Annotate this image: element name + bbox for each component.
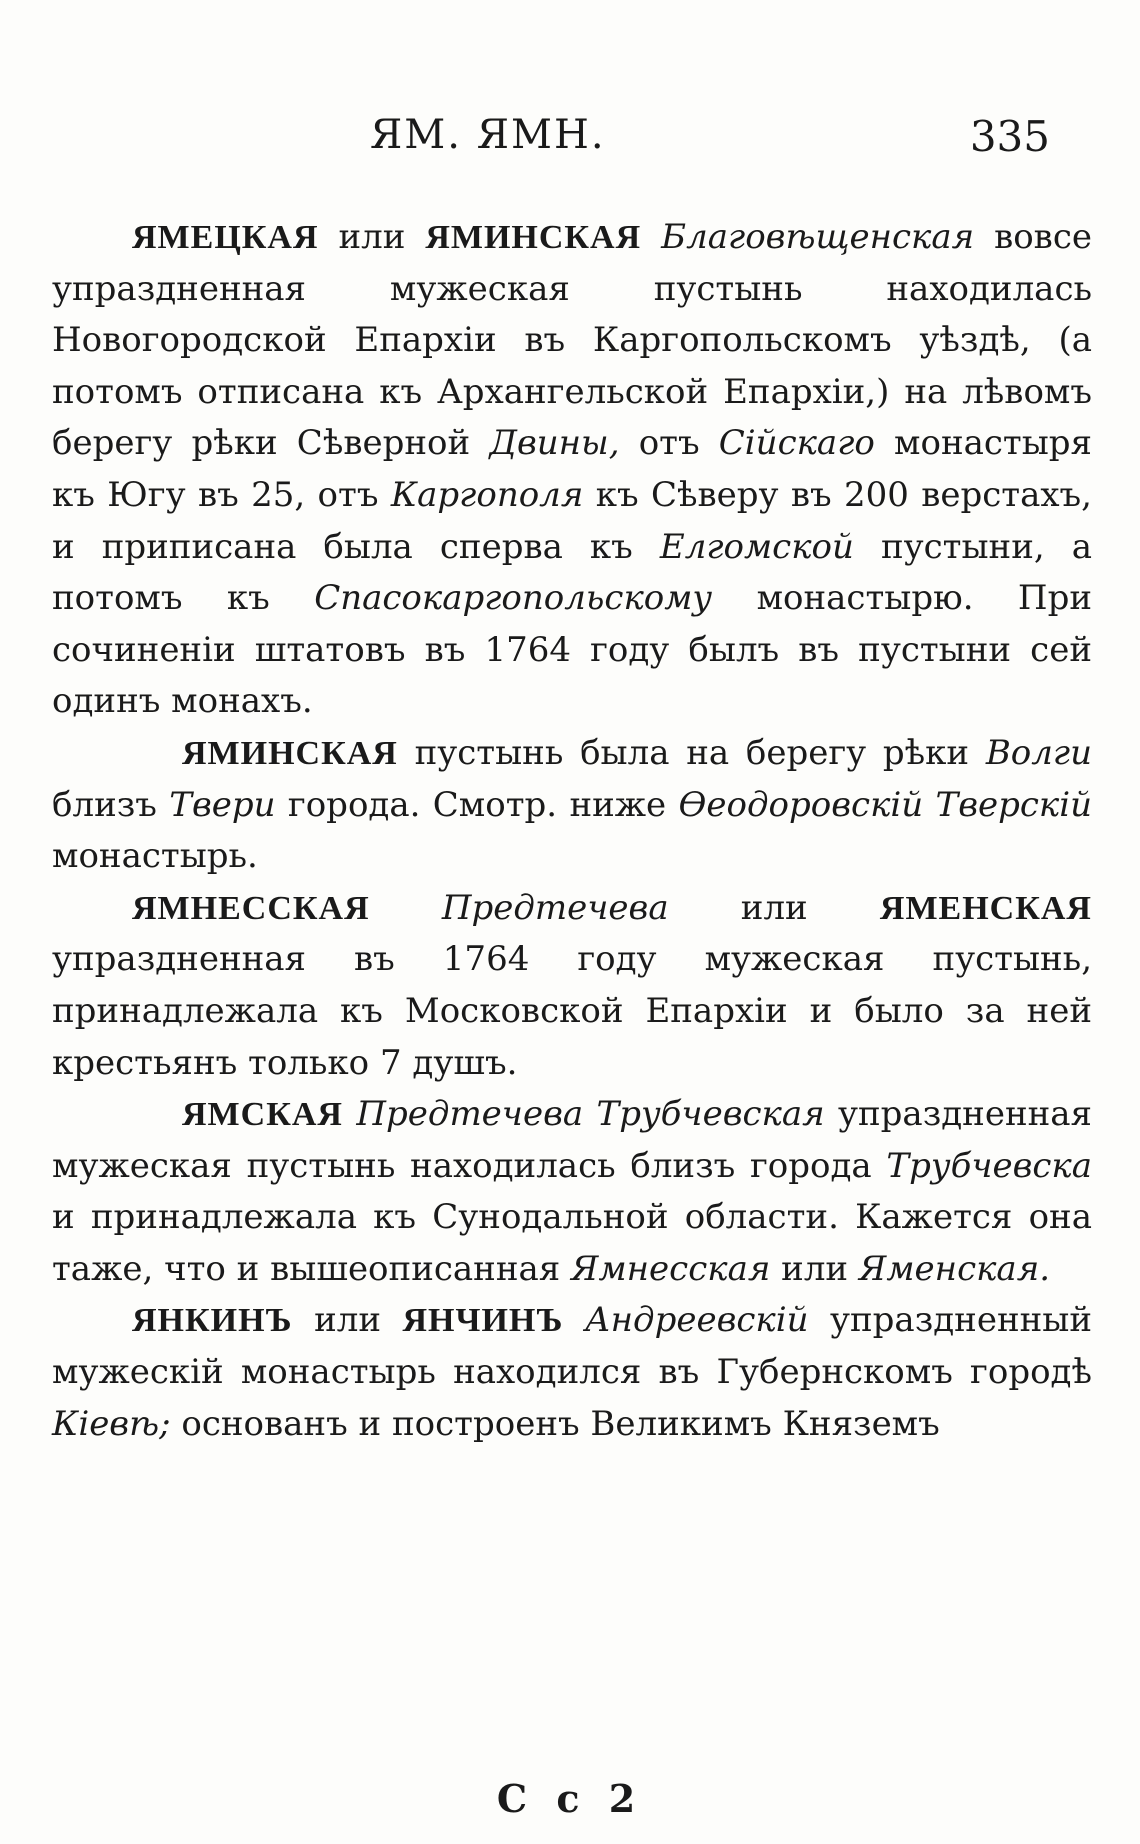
entry-text: вовсе упраздненная мужеская пустынь находилась Новогородской Епархіи въ Каргопольскомъ уѣздѣ, (а потомъ отписана къ Архангельской Епархіи,) на лѣвомъ берегу рѣки Сѣверной [52,217,1092,464]
entry-headword: ЯМНЕССКАЯ [132,889,370,927]
entry-headword: ЯНКИНЪ [132,1302,293,1340]
italic-name: Андреевскій [584,1300,809,1341]
entry-headword: ЯМСКАЯ [182,1096,343,1134]
entry-text: упраздненная мужеская пустынь находилась близъ города [52,1094,1093,1186]
entry-text: упраздненный мужескій монастырь находился въ Губернскомъ городѣ [52,1300,1092,1393]
entry-text: основанъ и построенъ Великимъ Княземъ [170,1403,940,1444]
entry-text: къ Сѣверу въ 200 верстахъ, и приписана была сперва къ [52,474,1092,567]
italic-name: Волги [985,732,1092,773]
entry-paragraph [52,883,1092,1089]
italic-name: Кіевѣ; [52,1403,171,1444]
entry-paragraph [52,728,1092,883]
entry-text: отъ [619,423,719,464]
entry-text: и принадлежала къ Сунодальной области. Кажется она таже, что и вышеописанная [52,1197,1092,1289]
italic-name: Предтечева [441,887,669,928]
entry-text [641,217,661,257]
entry-headword: ЯМИНСКАЯ [182,734,398,772]
entry-text: монастырь. [52,836,258,877]
italic-name: Каргополя [390,474,584,515]
entry-paragraph [52,1089,1092,1295]
entry-text: города. Смотр. ниже [275,784,679,825]
italic-name: Сійскаго [718,423,875,464]
entry-text [343,1094,356,1134]
entry-paragraph [52,1295,1092,1450]
page-number: 335 [969,112,1050,161]
entry-text [563,1300,585,1340]
entry-text: или [770,1248,859,1289]
italic-name: Елгомской [659,526,854,567]
page-body [52,212,1092,1450]
running-head: ЯМ. ЯМН. [370,112,606,158]
italic-name: Ѳеодоровскій Тверскій [678,784,1093,825]
entry-headword: ЯМЕНСКАЯ [879,889,1092,927]
italic-name: Благовѣщенская [661,217,975,257]
page-header [50,112,1060,172]
entry-text: близъ [52,784,170,825]
entry-text: или [318,217,426,257]
entry-text: пустынь была на берегу рѣки [397,732,986,773]
italic-name: Твери [169,784,276,825]
italic-name: Предтечева Трубчевская [356,1094,825,1135]
italic-name: Спасокаргопольскому [314,578,713,619]
entry-headword: ЯМЕЦКАЯ [132,219,319,256]
entry-paragraph [52,212,1092,728]
italic-name: Ямнесская [571,1248,771,1289]
italic-name: Трубчевска [886,1145,1092,1186]
entry-text: упраздненная въ 1764 году мужеская пустынь, принадлежала къ Московской Епархіи и было за ней крестьянъ только 7 душъ. [52,939,1092,1083]
entry-text [370,888,442,928]
entry-text: монастыря къ Югу въ 25, отъ [52,423,1092,515]
entry-text: или [292,1300,403,1341]
italic-name: Яменская. [858,1248,1051,1289]
italic-name: Двины, [489,423,620,464]
entry-headword: ЯМИНСКАЯ [425,219,642,256]
entry-text: или [668,887,880,928]
entry-text: пустыни, а потомъ къ [52,526,1092,619]
signature-mark: С с 2 [496,1776,644,1821]
entry-text: монастырю. При сочиненіи штатовъ въ 1764 году былъ въ пустыни сей одинъ монахъ. [52,578,1092,722]
entry-headword: ЯНЧИНЪ [402,1302,564,1340]
